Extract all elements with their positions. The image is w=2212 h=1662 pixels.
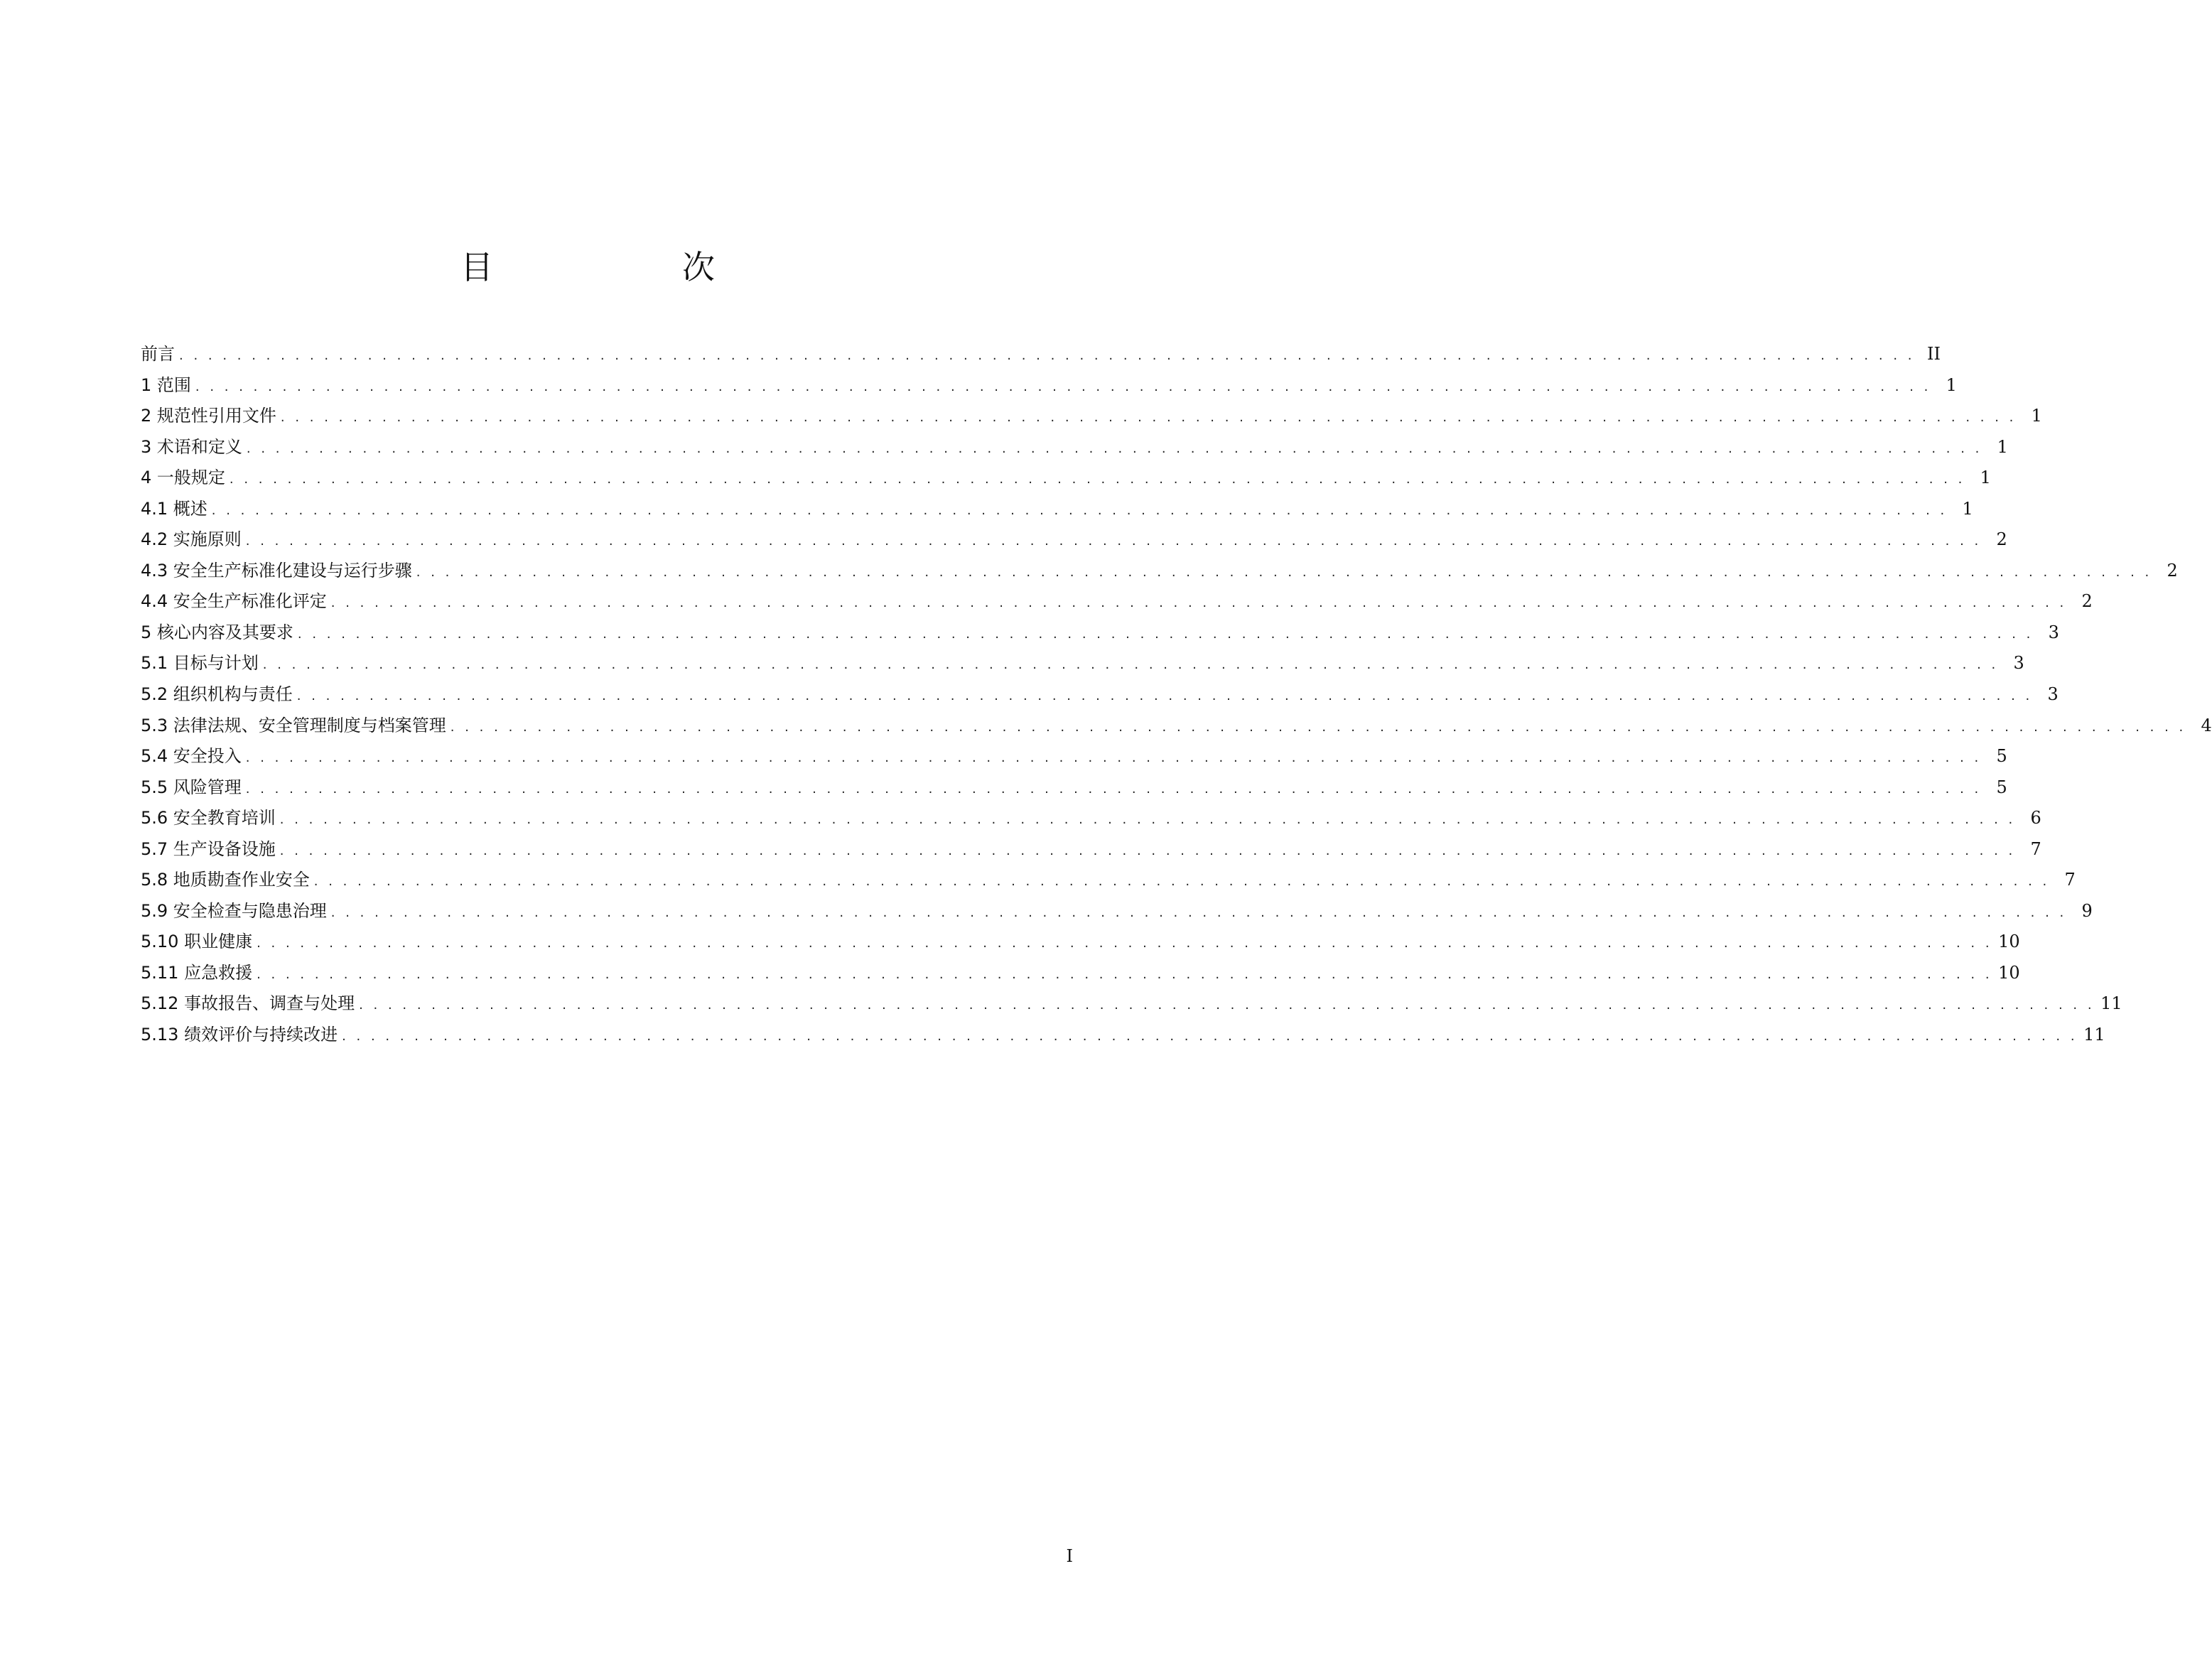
toc-entry-page: 1 (1946, 374, 1957, 395)
toc-entry-label: 5.11 应急救援 (141, 962, 253, 983)
toc-entry-label: 5.3 法律法规、安全管理制度与档案管理 (141, 715, 446, 735)
toc-entry-page: 6 (2030, 808, 2041, 829)
toc-entry-label: 2 规范性引用文件 (141, 406, 276, 426)
toc-entry[interactable] (141, 495, 1973, 526)
toc-entry-label: 4.2 实施原则 (141, 529, 242, 550)
toc-entry-page: 3 (2047, 684, 2059, 705)
toc-entry-label: 4.3 安全生产标准化建设与运行步骤 (141, 560, 412, 581)
toc-entry-label: 4 一般规定 (141, 468, 225, 488)
table-of-contents (141, 340, 2212, 1052)
toc-dot-leader: . . . . . . . . . . . . . . . . . . . . . . . . . . . . . . . . . . . . . . . . . . . . . . . . . . . . . . . . . . . . . . . . . . . . . . . . . . . . . . . . . . . . . . . . . . . . . . . . . . . . . . . . . . . . . . . . . . . . . . . . (195, 379, 1931, 394)
toc-entry-label: 1 范围 (141, 374, 191, 395)
toc-entry-page: 2 (2081, 591, 2093, 612)
toc-entry-label: 5.7 生产设备设施 (141, 838, 276, 859)
toc-entry-page: II (1927, 344, 1941, 364)
toc-entry[interactable] (141, 433, 2008, 464)
toc-entry[interactable] (141, 959, 2020, 990)
toc-entry-label: 5.8 地质勘查作业安全 (141, 870, 310, 890)
toc-entry-label: 前言 (141, 344, 175, 364)
toc-entry[interactable] (141, 340, 1941, 371)
toc-dot-leader: . . . . . . . . . . . . . . . . . . . . . . . . . . . . . . . . . . . . . . . . . . . . . . . . . . . . . . . . . . . . . . . . . . . . . . . . . . . . . . . . . . . . . . . . . . . . . . . . . . . . . . . . . . . . . . . . . . . . . . . . (359, 998, 2095, 1013)
toc-entry-label: 5.1 目标与计划 (141, 653, 259, 674)
toc-entry[interactable] (141, 989, 2122, 1020)
toc-entry-label: 5.12 事故报告、调查与处理 (141, 993, 355, 1014)
toc-entry-page: 10 (1998, 932, 2020, 952)
toc-entry-page: 3 (2048, 622, 2059, 642)
toc-entry-page: 1 (1980, 468, 1991, 488)
toc-entry-label: 5.10 职业健康 (141, 932, 253, 952)
toc-dot-leader: . . . . . . . . . . . . . . . . . . . . . . . . . . . . . . . . . . . . . . . . . . . . . . . . . . . . . . . . . . . . . . . . . . . . . . . . . . . . . . . . . . . . . . . . . . . . . . . . . . . . . . . . . . . . . . . . . . . . . . . . (245, 750, 1982, 766)
toc-entry-label: 5.6 安全教育培训 (141, 808, 276, 829)
toc-entry-page: 11 (2100, 993, 2122, 1014)
toc-entry-label: 3 术语和定义 (141, 436, 242, 457)
toc-entry[interactable] (141, 525, 2007, 556)
toc-entry[interactable] (141, 865, 2076, 897)
toc-dot-leader: . . . . . . . . . . . . . . . . . . . . . . . . . . . . . . . . . . . . . . . . . . . . . . . . . . . . . . . . . . . . . . . . . . . . . . . . . . . . . . . . . . . . . . . . . . . . . . . . . . . . . . . . . . . . . . . . . . . . . . . . (313, 874, 2050, 890)
toc-dot-leader: . . . . . . . . . . . . . . . . . . . . . . . . . . . . . . . . . . . . . . . . . . . . . . . . . . . . . . . . . . . . . . . . . . . . . . . . . . . . . . . . . . . . . . . . . . . . . . . . . . . . . . . . . . . . . . . . . . . . . . . . (330, 905, 2067, 920)
toc-dot-leader: . . . . . . . . . . . . . . . . . . . . . . . . . . . . . . . . . . . . . . . . . . . . . . . . . . . . . . . . . . . . . . . . . . . . . . . . . . . . . . . . . . . . . . . . . . . . . . . . . . . . . . . . . . . . . . . . . . . . . . . . (246, 441, 1982, 456)
toc-entry[interactable] (141, 556, 2178, 588)
page-title: 目 次 (460, 248, 793, 286)
toc-dot-leader: . . . . . . . . . . . . . . . . . . . . . . . . . . . . . . . . . . . . . . . . . . . . . . . . . . . . . . . . . . . . . . . . . . . . . . . . . . . . . . . . . . . . . . . . . . . . . . . . . . . . . . . . . . . . . . . . . . . . . . . . (416, 564, 2152, 580)
toc-entry-page: 1 (2031, 406, 2042, 426)
toc-entry-label: 5.4 安全投入 (141, 746, 242, 767)
toc-entry-label: 4.4 安全生产标准化评定 (141, 591, 327, 612)
toc-entry-page: 11 (2083, 1025, 2105, 1045)
toc-entry-page: 2 (2167, 560, 2178, 581)
toc-dot-leader: . . . . . . . . . . . . . . . . . . . . . . . . . . . . . . . . . . . . . . . . . . . . . . . . . . . . . . . . . . . . . . . . . . . . . . . . . . . . . . . . . . . . . . . . . . . . . . . . . . . . . . . . . . . . . . . . . . . . . . . . (279, 843, 2016, 858)
toc-dot-leader: . . . . . . . . . . . . . . . . . . . . . . . . . . . . . . . . . . . . . . . . . . . . . . . . . . . . . . . . . . . . . . . . . . . . . . . . . . . . . . . . . . . . . . . . . . . . . . . . . . . . . . . . . . . . . . . . . . . . . . . . (450, 719, 2186, 735)
toc-entry[interactable] (141, 835, 2041, 866)
toc-dot-leader: . . . . . . . . . . . . . . . . . . . . . . . . . . . . . . . . . . . . . . . . . . . . . . . . . . . . . . . . . . . . . . . . . . . . . . . . . . . . . . . . . . . . . . . . . . . . . . . . . . . . . . . . . . . . . . . . . . . . . . . . (257, 966, 1993, 982)
toc-dot-leader: . . . . . . . . . . . . . . . . . . . . . . . . . . . . . . . . . . . . . . . . . . . . . . . . . . . . . . . . . . . . . . . . . . . . . . . . . . . . . . . . . . . . . . . . . . . . . . . . . . . . . . . . . . . . . . . . . . . . . . . . (330, 595, 2067, 611)
toc-entry-label: 5.9 安全检查与隐患治理 (141, 900, 327, 921)
toc-dot-leader: . . . . . . . . . . . . . . . . . . . . . . . . . . . . . . . . . . . . . . . . . . . . . . . . . . . . . . . . . . . . . . . . . . . . . . . . . . . . . . . . . . . . . . . . . . . . . . . . . . . . . . . . . . . . . . . . . . . . . . . . (279, 812, 2016, 828)
toc-entry[interactable] (141, 371, 1957, 402)
toc-entry-page: 7 (2064, 870, 2076, 890)
toc-dot-leader: . . . . . . . . . . . . . . . . . . . . . . . . . . . . . . . . . . . . . . . . . . . . . . . . . . . . . . . . . . . . . . . . . . . . . . . . . . . . . . . . . . . . . . . . . . . . . . . . . . . . . . . . . . . . . . . . . . . . . . . . (262, 657, 1999, 673)
toc-entry-page: 9 (2081, 900, 2093, 921)
toc-entry[interactable] (141, 711, 2212, 743)
toc-entry[interactable] (141, 680, 2059, 711)
toc-dot-leader: . . . . . . . . . . . . . . . . . . . . . . . . . . . . . . . . . . . . . . . . . . . . . . . . . . . . . . . . . . . . . . . . . . . . . . . . . . . . . . . . . . . . . . . . . . . . . . . . . . . . . . . . . . . . . . . . . . . . . . . . (297, 626, 2034, 642)
toc-entry-page: 1 (1962, 498, 1973, 519)
toc-dot-leader: . . . . . . . . . . . . . . . . . . . . . . . . . . . . . . . . . . . . . . . . . . . . . . . . . . . . . . . . . . . . . . . . . . . . . . . . . . . . . . . . . . . . . . . . . . . . . . . . . . . . . . . . . . . . . . . . . . . . . . . . (257, 936, 1993, 951)
toc-entry[interactable] (141, 463, 1991, 495)
page-number: I (1066, 1546, 1073, 1566)
toc-dot-leader: . . . . . . . . . . . . . . . . . . . . . . . . . . . . . . . . . . . . . . . . . . . . . . . . . . . . . . . . . . . . . . . . . . . . . . . . . . . . . . . . . . . . . . . . . . . . . . . . . . . . . . . . . . . . . . . . . . . . . . . . (245, 781, 1982, 797)
toc-entry-label: 5.13 绩效评价与持续改进 (141, 1025, 338, 1045)
toc-entry[interactable] (141, 927, 2020, 959)
toc-entry[interactable] (141, 897, 2093, 928)
toc-dot-leader: . . . . . . . . . . . . . . . . . . . . . . . . . . . . . . . . . . . . . . . . . . . . . . . . . . . . . . . . . . . . . . . . . . . . . . . . . . . . . . . . . . . . . . . . . . . . . . . . . . . . . . . . . . . . . . . . . . . . . . . . (280, 410, 2017, 426)
toc-entry[interactable] (141, 587, 2093, 618)
toc-dot-leader: . . . . . . . . . . . . . . . . . . . . . . . . . . . . . . . . . . . . . . . . . . . . . . . . . . . . . . . . . . . . . . . . . . . . . . . . . . . . . . . . . . . . . . . . . . . . . . . . . . . . . . . . . . . . . . . . . . . . . . . . (179, 348, 1915, 363)
toc-dot-leader: . . . . . . . . . . . . . . . . . . . . . . . . . . . . . . . . . . . . . . . . . . . . . . . . . . . . . . . . . . . . . . . . . . . . . . . . . . . . . . . . . . . . . . . . . . . . . . . . . . . . . . . . . . . . . . . . . . . . . . . . (229, 472, 1965, 487)
toc-entry-page: 2 (1996, 529, 2007, 550)
toc-entry-page: 1 (1997, 436, 2008, 457)
toc-entry-label: 5.5 风险管理 (141, 777, 242, 797)
toc-entry[interactable] (141, 649, 2024, 680)
toc-entry-page: 5 (1996, 777, 2007, 797)
toc-entry-label: 5.2 组织机构与责任 (141, 684, 293, 705)
toc-entry-page: 3 (2013, 653, 2024, 674)
toc-entry[interactable] (141, 804, 2041, 835)
toc-entry-page: 7 (2030, 838, 2041, 859)
toc-dot-leader: . . . . . . . . . . . . . . . . . . . . . . . . . . . . . . . . . . . . . . . . . . . . . . . . . . . . . . . . . . . . . . . . . . . . . . . . . . . . . . . . . . . . . . . . . . . . . . . . . . . . . . . . . . . . . . . . . . . . . . . . (245, 534, 1982, 549)
toc-dot-leader: . . . . . . . . . . . . . . . . . . . . . . . . . . . . . . . . . . . . . . . . . . . . . . . . . . . . . . . . . . . . . . . . . . . . . . . . . . . . . . . . . . . . . . . . . . . . . . . . . . . . . . . . . . . . . . . . . . . . . . . . (342, 1029, 2078, 1045)
toc-entry[interactable] (141, 773, 2007, 804)
toc-entry[interactable] (141, 1020, 2105, 1052)
toc-entry[interactable] (141, 618, 2059, 649)
toc-dot-leader: . . . . . . . . . . . . . . . . . . . . . . . . . . . . . . . . . . . . . . . . . . . . . . . . . . . . . . . . . . . . . . . . . . . . . . . . . . . . . . . . . . . . . . . . . . . . . . . . . . . . . . . . . . . . . . . . . . . . . . . . (211, 502, 1948, 518)
toc-entry[interactable] (141, 401, 2042, 433)
toc-entry-label: 5 核心内容及其要求 (141, 622, 293, 642)
toc-entry[interactable] (141, 742, 2007, 773)
toc-entry-label: 4.1 概述 (141, 498, 207, 519)
toc-dot-leader: . . . . . . . . . . . . . . . . . . . . . . . . . . . . . . . . . . . . . . . . . . . . . . . . . . . . . . . . . . . . . . . . . . . . . . . . . . . . . . . . . . . . . . . . . . . . . . . . . . . . . . . . . . . . . . . . . . . . . . . . (296, 689, 2033, 704)
toc-entry-page: 5 (1996, 746, 2007, 767)
toc-entry-page: 4 (2201, 715, 2212, 735)
toc-entry-page: 10 (1998, 962, 2020, 983)
